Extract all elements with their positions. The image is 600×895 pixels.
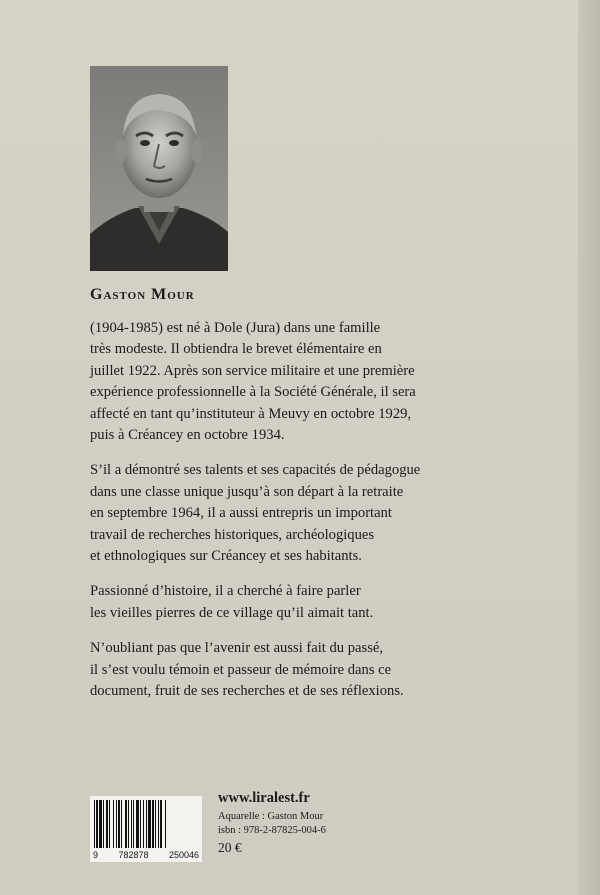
barcode-bar <box>113 800 114 848</box>
text-line: Passionné d’histoire, il a cherché à faire parler <box>90 583 361 600</box>
barcode-bar <box>109 800 110 848</box>
barcode-digits <box>92 850 200 860</box>
barcode-bar <box>94 800 95 848</box>
text-line: dans une classe unique jusqu’à son départ à la retraite <box>90 483 404 500</box>
barcode-bar <box>140 800 141 848</box>
author-name: Gaston Mour <box>90 286 195 303</box>
biography-paragraph-3 <box>90 581 560 624</box>
publisher-info <box>218 790 326 856</box>
barcode-bar <box>136 800 139 848</box>
barcode-bar <box>148 800 151 848</box>
barcode-bar <box>103 800 104 848</box>
text-line: S’il a démontré ses talents et ses capacités de pédagogue <box>90 462 421 479</box>
barcode-bar <box>133 800 134 848</box>
biography-paragraph-1 <box>90 318 560 446</box>
barcode-bar <box>160 800 162 848</box>
biography-text <box>90 318 560 717</box>
barcode-digit-group: 782878 <box>118 850 149 860</box>
barcode-bar <box>131 800 132 848</box>
cover-edge <box>578 0 600 895</box>
barcode-bar <box>158 800 159 848</box>
price: 20 € <box>218 840 242 855</box>
barcode-bar <box>143 800 144 848</box>
publisher-website: www.liralest.fr <box>218 790 310 806</box>
barcode-bars <box>90 796 202 852</box>
text-line: travail de recherches historiques, archéologiques <box>90 526 375 543</box>
barcode-bar <box>152 800 154 848</box>
biography-paragraph-4 <box>90 638 560 702</box>
barcode-bar <box>116 800 117 848</box>
text-line: et ethnologiques sur Créancey et ses habitants. <box>90 548 362 565</box>
cover-art-credit: Aquarelle : Gaston Mour <box>218 811 324 822</box>
text-line: les vieilles pierres de ce village qu’il aimait tant. <box>90 604 374 621</box>
text-line: juillet 1922. Après son service militaire et une première <box>90 362 415 379</box>
text-line: en septembre 1964, il a aussi entrepris un important <box>90 505 392 522</box>
biography-paragraph-2 <box>90 460 560 567</box>
text-line: (1904-1985) est né à Dole (Jura) dans une famille <box>90 320 381 336</box>
barcode-bar <box>99 800 102 848</box>
barcode-bar <box>125 800 127 848</box>
text-line: puis à Créancey en octobre 1934. <box>90 427 285 444</box>
barcode-bar <box>165 800 166 848</box>
author-portrait <box>90 66 228 271</box>
barcode-bar <box>146 800 147 848</box>
barcode-digit-group: 9 <box>93 850 99 860</box>
barcode-bar <box>155 800 156 848</box>
barcode-bar <box>121 800 122 848</box>
barcode-bar <box>106 800 108 848</box>
isbn-number: isbn : 978-2-87825-004-6 <box>218 825 326 836</box>
barcode-bar <box>96 800 98 848</box>
barcode-bar <box>128 800 129 848</box>
text-line: très modeste. Il obtiendra le brevet élémentaire en <box>90 341 382 358</box>
barcode-bar <box>118 800 120 848</box>
text-line: N’oubliant pas que l’avenir est aussi fait du passé, <box>90 640 384 657</box>
text-line: affecté en tant qu’instituteur à Meuvy en octobre 1929, <box>90 405 412 422</box>
text-line: expérience professionnelle à la Société Générale, il sera <box>90 384 416 401</box>
text-line: document, fruit de ses recherches et de ses réflexions. <box>90 683 404 700</box>
isbn-barcode <box>90 796 202 862</box>
text-line: il s’est voulu témoin et passeur de mémoire dans ce <box>90 661 392 678</box>
barcode-digit-group: 250046 <box>168 850 199 860</box>
